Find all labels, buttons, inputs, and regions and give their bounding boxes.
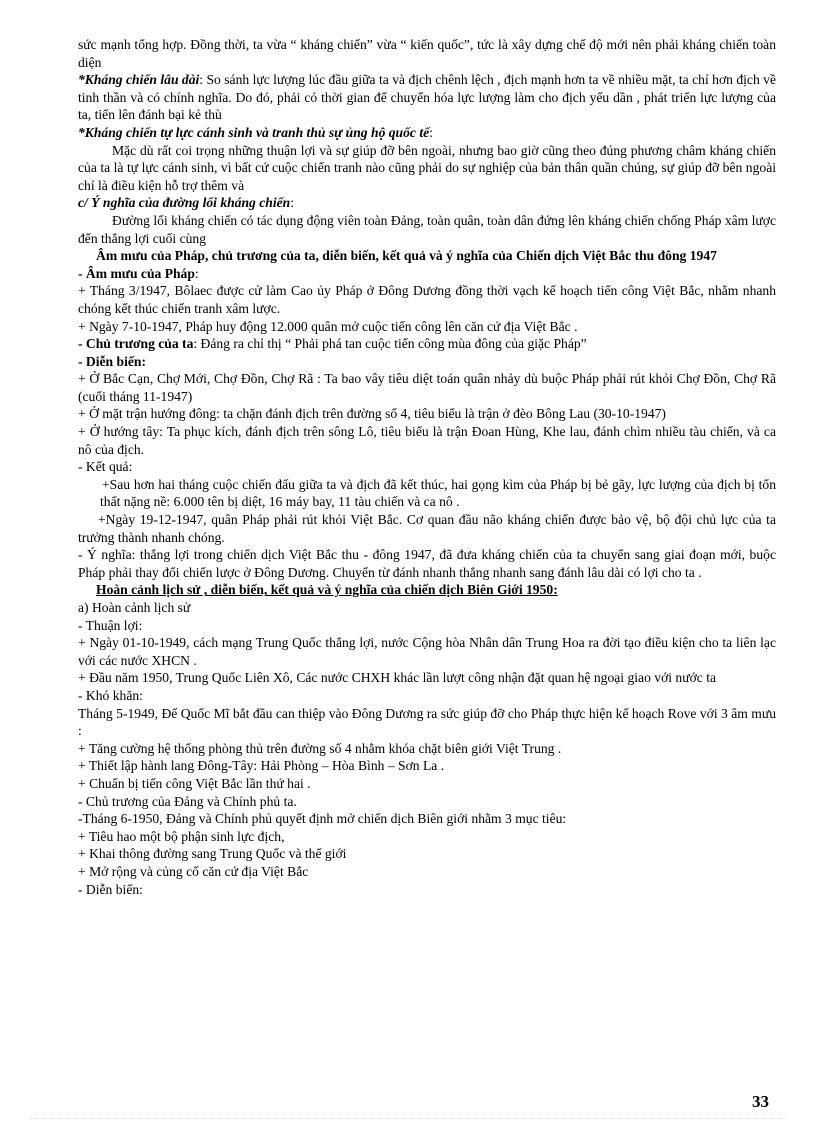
bold-italic-heading: c/ Ý nghĩa của đường lối kháng chiến <box>78 195 291 211</box>
paragraph-text: : Đảng ra chỉ thị “ Phải phá tan cuộc tiến công mùa đông của giặc Pháp” <box>193 336 587 352</box>
paragraph-text: : <box>429 124 433 140</box>
subheading: - Chủ trương của ta <box>78 336 194 352</box>
bold-italic-heading: *Kháng chiến tự lực cánh sinh và tranh thủ sự ủng hộ quốc tế <box>78 124 430 140</box>
paragraph <box>78 124 776 142</box>
paragraph-text: : So sánh lực lượng lúc đầu giữa ta và địch chênh lệch , địch mạnh hơn ta về nhiều mặt, ta chỉ hơn địch về tinh thần và có chính nghĩa. Do đó, phải có thời gian để chuyển hóa lực lượng làm cho địch yếu dần , phát triển lực lượng của ta, tiến lên đánh bại kẻ thù <box>78 72 776 123</box>
paragraph: - Ý nghĩa: thắng lợi trong chiến dịch Việt Bắc thu - đông 1947, đã đưa kháng chiến của ta chuyển sang giai đoạn mới, buộc Pháp phải thay đổi chiến lược ở Đông Dương. Chuyển từ đánh nhanh thắng nhanh sang đánh lâu dài có lợi cho ta . <box>78 547 776 580</box>
paragraph <box>78 71 776 124</box>
paragraph: + Ở hướng tây: Ta phục kích, đánh địch trên sông Lô, tiêu biểu là trận Đoan Hùng, Khe lau, đánh chìm nhiều tàu chiến, và ca nô của địch. <box>78 424 776 457</box>
paragraph: + Tăng cường hệ thống phòng thủ trên đường số 4 nhằm khóa chặt biên giới Việt Trung . <box>78 740 562 756</box>
paragraph: - Thuận lợi: <box>78 617 143 633</box>
paragraph: sức mạnh tổng hợp. Đồng thời, ta vừa “ kháng chiến” vừa “ kiến quốc”, tức là xây dựng chế độ mới nên phải kháng chiến toàn diện <box>78 37 776 70</box>
paragraph: a) Hoàn cảnh lịch sử <box>78 600 191 615</box>
paragraph: + Ở Bắc Cạn, Chợ Mới, Chợ Đồn, Chợ Rã : Ta bao vây tiêu diệt toán quân nhảy dù buộc Pháp phải rút khỏi Chợ Đồn, Chợ Rã (cuối tháng 11-1947) <box>78 371 776 404</box>
paragraph: + Khai thông đường sang Trung Quốc và thế giới <box>78 846 347 862</box>
paragraph: - Chủ trương của Đảng và Chính phủ ta. <box>78 793 297 809</box>
paragraph: Đường lối kháng chiến có tác dụng động viên toàn Đảng, toàn quân, toàn dân đứng lên kháng chiến chống Pháp xâm lược đến thắng lợi cuối cùng <box>78 212 776 246</box>
paragraph: Tháng 5-1949, Đế Quốc Mĩ bắt đầu can thiệp vào Đông Dương ra sức giúp đỡ cho Pháp thực hiện kế hoạch Rove với 3 âm mưu : <box>78 705 776 739</box>
bold-italic-heading: *Kháng chiến lâu dài <box>78 72 200 88</box>
page-bottom-border <box>30 1118 786 1119</box>
paragraph: + Ngày 01-10-1949, cách mạng Trung Quốc thắng lợi, nước Cộng hòa Nhân dân Trung Hoa ra đời tạo điều kiện cho ta liên lạc với các nước XHCN . <box>78 635 776 668</box>
paragraph: Mặc dù rất coi trọng những thuận lợi và sự giúp đỡ bên ngoài, nhưng bao giờ cũng theo đúng phương châm kháng chiến của ta là tự lực cánh sinh, vì bất cứ cuộc chiến tranh nào cũng phải do sự nghiệp của bản thân quần chúng, sự giúp đỡ bên ngoài chỉ là điều kiện hỗ trợ thêm và <box>78 142 776 193</box>
paragraph: - Kết quả: <box>78 459 133 475</box>
paragraph: + Ở mặt trận hướng đông: ta chặn đánh địch trên đường số 4, tiêu biểu là trận ở đèo Bông Lau (30-10-1947) <box>78 406 666 422</box>
paragraph-text: : <box>194 265 199 281</box>
section-heading: Hoàn cảnh lịch sử , diễn biến, kết quả và ý nghĩa của chiến dịch Biên Giới 1950: <box>96 582 558 598</box>
paragraph <box>78 265 776 283</box>
paragraph: + Mở rộng và củng cố căn cứ địa Việt Bắc <box>78 863 309 879</box>
paragraph: + Tháng 3/1947, Bôlaec được cử làm Cao ủy Pháp ở Đông Dương đồng thời vạch kế hoạch tiến công Việt Bắc, nhằm nhanh chóng kết thúc chiến tranh xâm lược. <box>78 283 776 316</box>
page-number: 33 <box>752 1092 769 1111</box>
paragraph: + Đầu năm 1950, Trung Quốc Liên Xô, Các nước CHXH khác lần lượt công nhận đặt quan hệ ngoại giao với nước ta <box>78 670 717 686</box>
paragraph <box>78 194 776 212</box>
paragraph <box>78 335 776 353</box>
paragraph: +Sau hơn hai tháng cuộc chiến đấu giữa ta và địch đã kết thúc, hai gọng kìm của Pháp bị bẻ gãy, lực lượng của địch bị tổn thất nặng nề: 6.000 tên bị diệt, 16 máy bay, 11 tàu chiến và ca nô . <box>100 476 776 510</box>
paragraph: +Ngày 19-12-1947, quân Pháp phải rút khỏi Việt Bắc. Cơ quan đầu não kháng chiến được bảo vệ, bộ đội chủ lực của ta trưởng thành nhanh chóng. <box>78 512 776 545</box>
paragraph: + Ngày 7-10-1947, Pháp huy động 12.000 quân mở cuộc tiến công lên căn cứ địa Việt Bắc . <box>78 318 578 334</box>
paragraph: -Tháng 6-1950, Đảng và Chính phủ quyết định mở chiến dịch Biên giới nhằm 3 mục tiêu: <box>78 811 567 827</box>
paragraph: - Khó khăn: <box>78 687 143 703</box>
section-heading: Âm mưu của Pháp, chủ trương của ta, diễn biến, kết quả và ý nghĩa của Chiến dịch Việt Bắc thu đông 1947 <box>96 248 717 264</box>
paragraph: + Tiêu hao một bộ phận sinh lực địch, <box>78 828 285 844</box>
paragraph-text: : <box>290 195 294 211</box>
subheading: - Âm mưu của Pháp <box>78 265 195 281</box>
subheading: - Diễn biến: <box>78 353 146 369</box>
document-page <box>78 36 776 898</box>
paragraph: - Diễn biến: <box>78 881 143 897</box>
paragraph: + Chuẩn bị tiến công Việt Bắc lần thứ hai . <box>78 775 311 791</box>
paragraph: + Thiết lập hành lang Đông-Tây: Hải Phòng – Hòa Bình – Sơn La . <box>78 758 445 774</box>
